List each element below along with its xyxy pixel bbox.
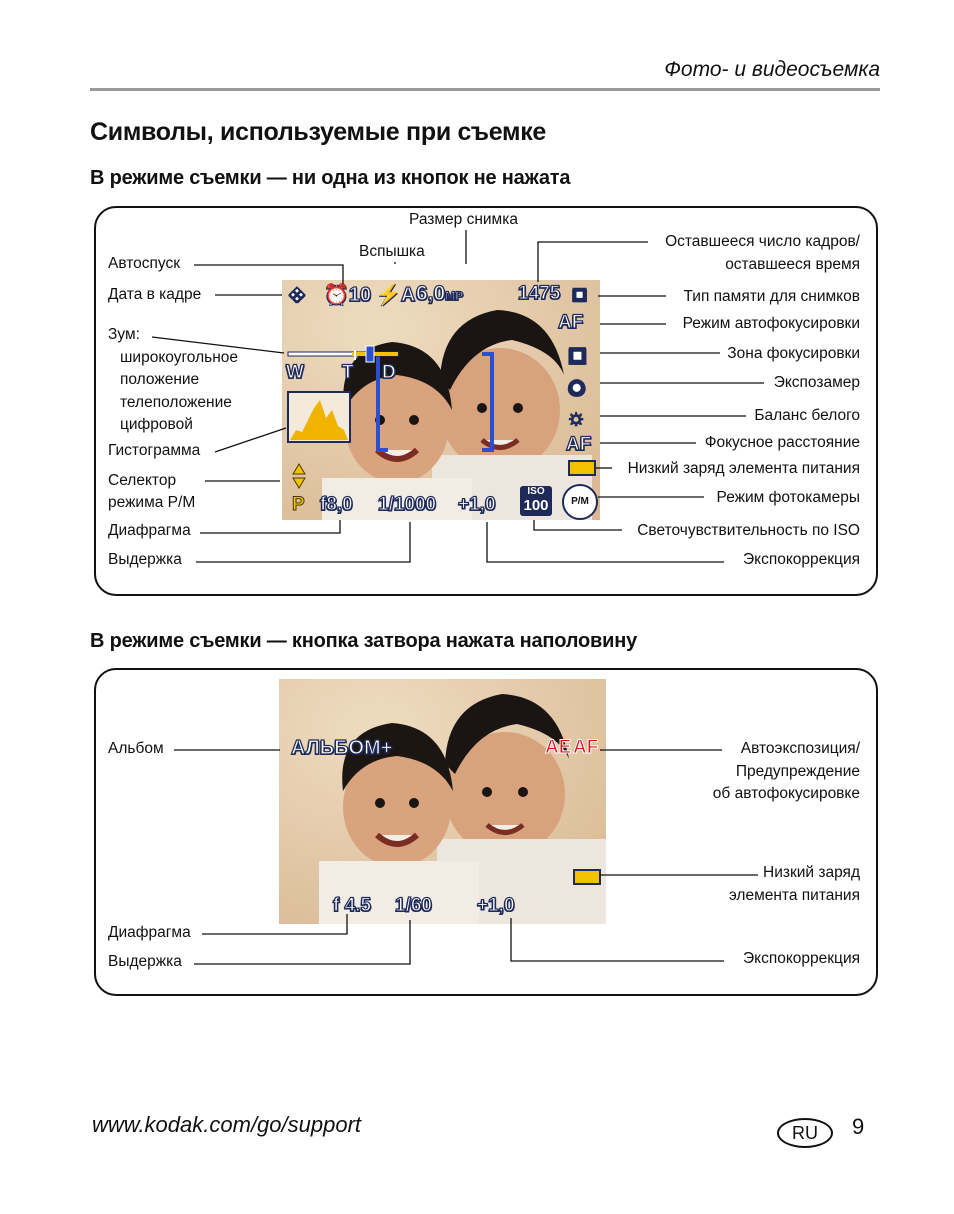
label-remaining: Оставшееся число кадров/	[665, 233, 860, 250]
label-low-battery: Низкий заряд элемента питания	[627, 460, 860, 477]
label-shutter: Выдержка	[108, 551, 182, 568]
remaining-count-osd: 1475	[518, 283, 561, 304]
running-header: Фото- и видеосъемка	[664, 58, 880, 81]
label-pm-selector: Селектор	[108, 472, 177, 489]
pm-mode-icon: P/M	[562, 484, 598, 520]
focus-distance-icon: AF	[566, 434, 592, 455]
aperture-osd: f8,0	[320, 494, 353, 515]
label-zoom: Зум:	[108, 326, 140, 343]
section1-title: В режиме съемки — ни одна из кнопок не нажата	[90, 167, 571, 189]
label-low-battery-2b: элемента питания	[728, 887, 860, 904]
metering-icon: ◉	[568, 376, 586, 398]
language-badge: RU	[777, 1118, 833, 1148]
ev-osd-2: +1,0	[477, 895, 515, 916]
label-zoom-wide2: положение	[120, 371, 200, 388]
self-timer-icon: ⏰10	[324, 284, 372, 306]
iso-icon: ISO 100	[520, 486, 552, 516]
label-self-timer: Автоспуск	[108, 255, 181, 272]
label-camera-mode: Режим фотокамеры	[716, 489, 860, 506]
ev-osd: +1,0	[458, 494, 496, 515]
memory-card-icon: ▣	[572, 286, 588, 303]
label-zoom-digital: цифровой	[120, 416, 193, 433]
zoom-digital-osd: D	[382, 362, 396, 383]
label-focus-distance: Фокусное расстояние	[704, 434, 860, 451]
label-ae-af: Автоэкспозиция/	[740, 740, 860, 757]
shutter-osd: 1/1000	[378, 494, 437, 515]
label-image-size: Размер снимка	[409, 211, 518, 228]
zoom-tele-osd: T	[342, 362, 354, 383]
label-pm-selector-2: режима P/M	[108, 494, 196, 511]
self-timer-value: 10	[348, 284, 372, 306]
label-aperture: Диафрагма	[108, 522, 191, 539]
page-number: 9	[852, 1114, 865, 1139]
support-url[interactable]: www.kodak.com/go/support	[92, 1112, 362, 1137]
label-shutter-2: Выдержка	[108, 953, 182, 970]
section2-title: В режиме съемки — кнопка затвора нажата наполовину	[90, 630, 638, 652]
af-mode-icon: AF	[558, 312, 584, 333]
label-af-mode: Режим автофокусировки	[682, 315, 860, 332]
label-remaining-2: оставшееся время	[725, 256, 860, 273]
label-iso: Светочувствительность по ISO	[637, 522, 860, 539]
white-balance-icon: ☼	[566, 404, 587, 429]
zoom-wide-osd: W	[286, 362, 304, 383]
mode-p-osd: P	[292, 494, 305, 515]
label-low-battery-2: Низкий заряд	[763, 864, 860, 881]
label-ae-af-2: Предупреждение	[735, 763, 860, 780]
label-histogram: Гистограмма	[108, 442, 201, 459]
page-title: Символы, используемые при съемке	[90, 118, 547, 146]
aperture-osd-2: f 4.5	[333, 895, 372, 916]
album-osd: АЛЬБОМ+	[291, 737, 393, 759]
label-exposure-comp: Экспокоррекция	[742, 551, 860, 568]
flash-mode: A	[400, 284, 416, 306]
shutter-osd-2: 1/60	[395, 895, 432, 916]
focus-zone-icon: ▣	[568, 344, 587, 366]
flash-auto-icon: ⚡A	[376, 284, 416, 306]
label-ae-af-3: об автофокусировке	[712, 785, 860, 802]
label-date-stamp: Дата в кадре	[108, 286, 202, 303]
label-flash: Вспышка	[359, 243, 425, 260]
label-white-balance: Баланс белого	[754, 407, 860, 424]
label-aperture-2: Диафрагма	[108, 924, 191, 941]
label-album: Альбом	[108, 740, 164, 757]
label-zoom-wide: широкоугольное	[120, 349, 238, 366]
af-osd: AF	[573, 737, 599, 758]
label-exposure-comp-2: Экспокоррекция	[742, 950, 860, 967]
label-zoom-tele: телеположение	[120, 394, 232, 411]
label-metering: Экспозамер	[773, 374, 860, 391]
label-memory: Тип памяти для снимков	[683, 288, 860, 305]
image-size-osd: 6,0MP	[416, 282, 464, 305]
date-stamp-icon: ❖	[288, 285, 306, 307]
label-focus-zone: Зона фокусировки	[727, 345, 860, 362]
ae-osd: AE	[545, 737, 572, 758]
